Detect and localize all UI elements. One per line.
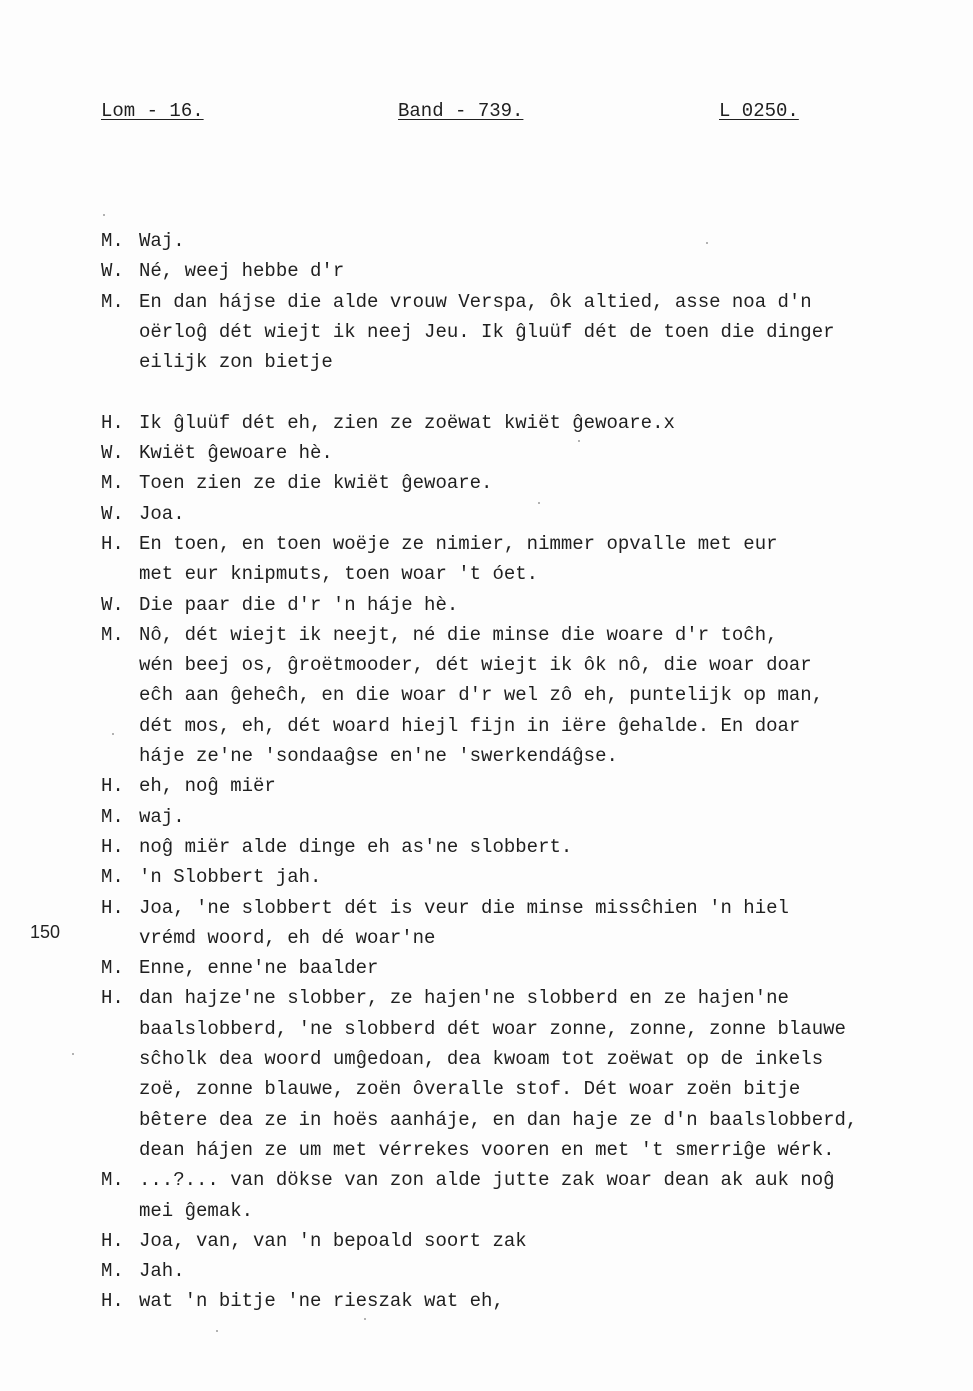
transcript-line: [101, 802, 941, 832]
utterance-text: noĝ miër alde dinge eh as'ne slobbert.: [139, 835, 573, 858]
transcript-line: [101, 1135, 941, 1165]
transcript-line: [101, 1196, 941, 1226]
utterance-text: eilijk zon bietje: [139, 351, 333, 374]
transcript-line: [101, 650, 941, 680]
transcript-line: [101, 499, 941, 529]
transcript-line: [101, 226, 941, 256]
speaker-label: M.: [101, 866, 124, 889]
transcript-line: [101, 832, 941, 862]
speaker-label: H.: [101, 987, 124, 1010]
utterance-text: Die paar die d'r 'n háje hè.: [139, 593, 459, 616]
speaker-label: W.: [101, 593, 124, 616]
speaker-label: M.: [101, 957, 124, 980]
speaker-label: M.: [101, 230, 124, 252]
transcript-line: [101, 680, 941, 710]
speaker-label: W.: [101, 442, 124, 465]
transcript-line: [101, 256, 941, 286]
utterance-text: Enne, enne'ne baalder: [139, 957, 379, 980]
speaker-label: H.: [101, 896, 124, 919]
utterance-text: 'n Slobbert jah.: [139, 866, 322, 889]
utterance-text: met eur knipmuts, toen woar 't óet.: [139, 563, 539, 586]
speaker-label: M.: [101, 1169, 124, 1192]
paragraph-gap: [101, 377, 941, 407]
header-location-code: L 0250.: [719, 100, 799, 122]
transcript-line: [101, 771, 941, 801]
utterance-text: háje ze'ne 'sondaaĝse en'ne 'swerkendáĝse.: [139, 745, 618, 768]
utterance-text: ...?... van dökse van zon alde jutte zak woar dean ak auk noĝ: [139, 1169, 835, 1192]
speaker-label: M.: [101, 1260, 124, 1283]
speaker-label: W.: [101, 260, 124, 283]
transcript-line: [101, 1226, 941, 1256]
scan-speck: [72, 1053, 74, 1055]
scan-speck: [216, 1330, 218, 1332]
header-reference: Lom - 16.: [101, 100, 204, 122]
speaker-label: M.: [101, 805, 124, 828]
scan-speck: [112, 733, 114, 735]
utterance-text: mei ĝemak.: [139, 1199, 254, 1222]
utterance-text: zoë, zonne blauwe, zoën ôveralle stof. Dét woar zoën bitje: [139, 1078, 801, 1101]
utterance-text: dan hajze'ne slobber, ze hajen'ne slobberd en ze hajen'ne: [139, 987, 789, 1010]
header-tape-number: Band - 739.: [398, 100, 524, 122]
utterance-text: En toen, en toen woëje ze nimier, nimmer opvalle met eur: [139, 532, 778, 555]
speaker-label: M.: [101, 623, 124, 646]
utterance-text: Joa, van, van 'n bepoald soort zak: [139, 1229, 527, 1252]
utterance-text: dét mos, eh, dét woard hiejl fijn in iëre ĝehalde. En doar: [139, 714, 801, 737]
utterance-text: sĉholk dea woord umĝedoan, dea kwoam tot zoëwat op de inkels: [139, 1048, 824, 1071]
transcript-line: [101, 317, 941, 347]
scan-speck: [538, 502, 540, 504]
utterance-text: Joa.: [139, 502, 185, 525]
transcript-line: [101, 983, 941, 1013]
speaker-label: H.: [101, 775, 124, 798]
speaker-label: H.: [101, 1229, 124, 1252]
transcript-line: [101, 1256, 941, 1286]
transcript-line: [101, 711, 941, 741]
transcript-line: [101, 620, 941, 650]
speaker-label: H.: [101, 411, 124, 434]
utterance-text: dean hájen ze um met vérrekes vooren en met 't smerriĝe wérk.: [139, 1138, 835, 1161]
transcript-line: [101, 529, 941, 559]
utterance-text: Toen zien ze die kwiët ĝewoare.: [139, 472, 493, 495]
scan-speck: [364, 1318, 366, 1320]
utterance-text: waj.: [139, 805, 185, 828]
transcript-line: [101, 893, 941, 923]
margin-line-number: 150: [30, 922, 61, 942]
transcript-body: [101, 226, 941, 1317]
transcript-line: [101, 953, 941, 983]
speaker-label: M.: [101, 290, 124, 313]
transcript-line: [101, 1165, 941, 1195]
transcript-line: [101, 1044, 941, 1074]
speaker-label: H.: [101, 1290, 124, 1313]
transcript-line: [101, 1286, 941, 1316]
speaker-label: W.: [101, 502, 124, 525]
utterance-text: vrémd woord, eh dé woar'ne: [139, 926, 436, 949]
utterance-text: bêtere dea ze in hoës aanháje, en dan haje ze d'n baalslobberd,: [139, 1108, 858, 1131]
transcript-line: [101, 559, 941, 589]
speaker-label: M.: [101, 472, 124, 495]
utterance-text: baalslobberd, 'ne slobberd dét woar zonne, zonne, zonne blauwe: [139, 1017, 846, 1040]
utterance-text: Waj.: [139, 230, 185, 252]
transcript-line: [101, 590, 941, 620]
transcript-line: [101, 287, 941, 317]
transcript-line: [101, 408, 941, 438]
utterance-text: Nô, dét wiejt ik neejt, né die minse die woare d'r toĉh,: [139, 623, 778, 646]
scan-speck: [103, 214, 105, 216]
scan-speck: [706, 242, 708, 244]
utterance-text: eh, noĝ miër: [139, 775, 276, 798]
transcript-line: [101, 1074, 941, 1104]
utterance-text: Joa, 'ne slobbert dét is veur die minse missĉhien 'n hiel: [139, 896, 789, 919]
transcript-line: [101, 1014, 941, 1044]
utterance-text: Né, weej hebbe d'r: [139, 260, 345, 283]
utterance-text: wén beej os, ĝroëtmooder, dét wiejt ik ôk nô, die woar doar: [139, 654, 812, 677]
utterance-text: Ik ĝluüf dét eh, zien ze zoëwat kwiët ĝewoare.x: [139, 411, 675, 434]
transcript-line: [101, 1105, 941, 1135]
transcript-line: [101, 438, 941, 468]
speaker-label: H.: [101, 532, 124, 555]
utterance-text: Kwiët ĝewoare hè.: [139, 442, 333, 465]
utterance-text: oërloĝ dét wiejt ik neej Jeu. Ik ĝluüf dét de toen die dinger: [139, 320, 835, 343]
scan-speck: [578, 440, 580, 442]
speaker-label: H.: [101, 835, 124, 858]
utterance-text: Jah.: [139, 1260, 185, 1283]
transcript-line: [101, 347, 941, 377]
transcript-line: [101, 923, 941, 953]
utterance-text: wat 'n bitje 'ne rieszak wat eh,: [139, 1290, 504, 1313]
transcript-line: [101, 862, 941, 892]
transcript-line: [101, 741, 941, 771]
transcript-line: [101, 468, 941, 498]
utterance-text: eĉh aan ĝeheĉh, en die woar d'r wel zô eh, puntelijk op man,: [139, 684, 824, 707]
utterance-text: En dan hájse die alde vrouw Verspa, ôk altied, asse noa d'n: [139, 290, 812, 313]
